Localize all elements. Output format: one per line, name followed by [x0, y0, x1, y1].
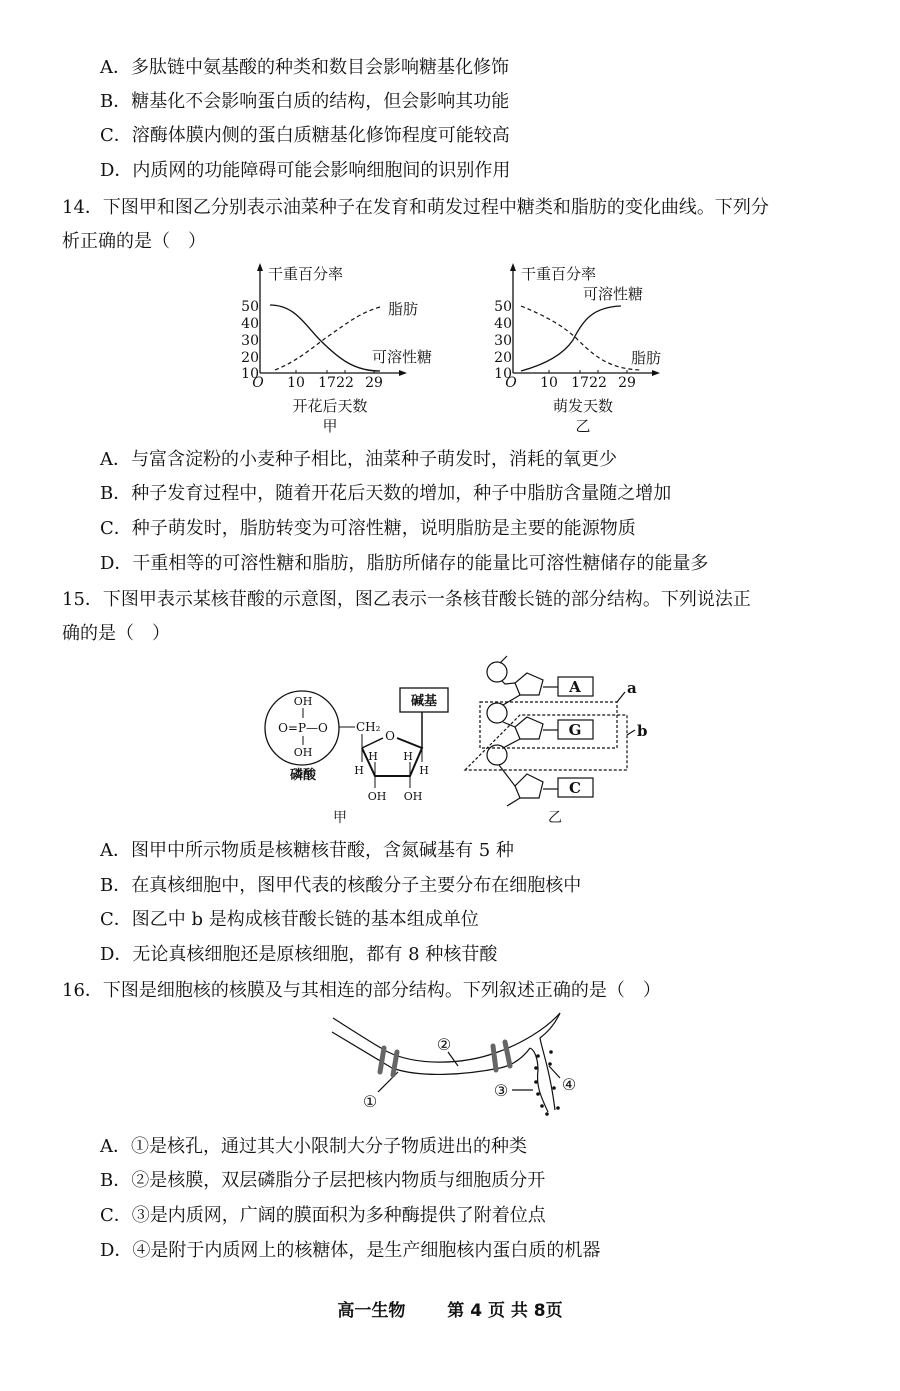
q15-option-a: A．图甲中所示物质是核糖核苷酸，含氮碱基有 5 种	[100, 840, 514, 861]
x-tick: 10	[287, 375, 305, 391]
q14-stem-line2: 析正确的是（ ）	[62, 231, 206, 252]
y-tick: 30	[241, 333, 259, 349]
y-tick: 50	[494, 299, 512, 315]
y-tick: 40	[241, 316, 259, 332]
y-axis-label: 干重百分率	[521, 265, 597, 283]
q15-option-c: C．图乙中 b 是构成核苷酸长链的基本组成单位	[100, 909, 479, 930]
x-tick: 22	[589, 375, 607, 391]
x-axis-label: 开花后天数	[292, 397, 368, 415]
ring-oxygen: O	[385, 729, 395, 743]
origin-label: O	[505, 375, 517, 391]
chart-jia	[230, 255, 433, 440]
y-axis-label: 干重百分率	[268, 265, 344, 283]
y-tick: 20	[241, 350, 259, 366]
phosphate-label: 磷酸	[289, 768, 317, 783]
q15-stem-line1: 15．下图甲表示某核苷酸的示意图，图乙表示一条核苷酸长链的部分结构。下列说法正	[62, 589, 751, 610]
label-3: ③	[493, 1081, 509, 1100]
q15-option-d: D．无论真核细胞还是原核细胞，都有 8 种核苷酸	[100, 944, 498, 965]
figure-caption-yi: 乙	[575, 417, 591, 435]
x-tick: 17	[318, 375, 336, 391]
oh-label: OH	[403, 790, 423, 803]
oh-label: OH	[293, 695, 313, 708]
fat-curve	[521, 306, 641, 370]
x-tick: 10	[540, 375, 558, 391]
q13-option-d: D．内质网的功能障碍可能会影响细胞间的识别作用	[100, 160, 511, 181]
x-tick: 29	[618, 375, 636, 391]
origin-label: O	[252, 375, 264, 391]
h-label: H	[403, 750, 413, 763]
footer-page-number: 第 4 页 共 8页	[447, 1301, 563, 1321]
q14-stem-line1: 14．下图甲和图乙分别表示油菜种子在发育和萌发过程中糖类和脂肪的变化曲线。下列分	[62, 197, 769, 218]
figure-caption-jia: 甲	[333, 810, 347, 826]
q15-stem-line2: 确的是（ ）	[62, 623, 170, 644]
sugar-curve	[521, 306, 621, 371]
q14-option-a: A．与富含淀粉的小麦种子相比，油菜种子萌发时，消耗的氧更少	[100, 449, 617, 470]
fat-label: 脂肪	[631, 349, 662, 367]
y-tick: 40	[494, 316, 512, 332]
q13-option-a: A．多肽链中氨基酸的种类和数目会影响糖基化修饰	[100, 57, 509, 78]
x-tick: 22	[336, 375, 354, 391]
base-g: G	[568, 721, 582, 739]
q16-option-d: D．④是附于内质网上的核糖体，是生产细胞核内蛋白质的机器	[100, 1240, 601, 1261]
y-tick: 30	[494, 333, 512, 349]
q13-option-b: B．糖基化不会影响蛋白质的结构，但会影响其功能	[100, 91, 510, 112]
sugar-label: 可溶性糖	[372, 348, 433, 366]
chart-yi	[483, 255, 683, 440]
ch2-label: CH₂	[356, 720, 381, 734]
oh-label: OH	[367, 790, 387, 803]
base-label: 碱基	[410, 694, 438, 709]
nucleotide-figure	[255, 650, 675, 830]
label-b: b	[637, 722, 648, 740]
y-tick: 10	[241, 366, 259, 382]
label-1: ①	[362, 1092, 378, 1111]
figure-caption-jia: 甲	[322, 417, 338, 435]
h-label: H	[354, 764, 364, 777]
q16-option-c: C．③是内质网，广阔的膜面积为多种酶提供了附着位点	[100, 1205, 546, 1226]
figure-caption-yi: 乙	[548, 810, 562, 826]
label-a: a	[627, 679, 637, 697]
fat-label: 脂肪	[388, 300, 419, 318]
base-a: A	[569, 678, 581, 696]
y-tick: 20	[494, 350, 512, 366]
y-tick: 50	[241, 299, 259, 315]
y-tick: 10	[494, 366, 512, 382]
oh-label: OH	[293, 746, 313, 759]
footer-subject: 高一生物	[337, 1301, 406, 1321]
h-label: H	[419, 764, 429, 777]
sugar-label: 可溶性糖	[583, 285, 644, 303]
x-tick: 29	[365, 375, 383, 391]
phosphate-formula: O=P—O	[278, 721, 328, 735]
label-2: ②	[436, 1035, 452, 1054]
x-axis-label: 萌发天数	[552, 397, 614, 415]
q14-option-c: C．种子萌发时，脂肪转变为可溶性糖，说明脂肪是主要的能源物质	[100, 518, 636, 539]
q16-stem: 16．下图是细胞核的核膜及与其相连的部分结构。下列叙述正确的是（ ）	[62, 980, 661, 1001]
q14-option-b: B．种子发育过程中，随着开花后天数的增加，种子中脂肪含量随之增加	[100, 483, 672, 504]
label-4: ④	[561, 1075, 577, 1094]
fat-curve	[275, 307, 380, 370]
q13-option-c: C．溶酶体膜内侧的蛋白质糖基化修饰程度可能较高	[100, 125, 510, 146]
q16-option-a: A．①是核孔，通过其大小限制大分子物质进出的种类	[100, 1136, 527, 1157]
q16-option-b: B．②是核膜，双层磷脂分子层把核内物质与细胞质分开	[100, 1170, 546, 1191]
q14-option-d: D．干重相等的可溶性糖和脂肪，脂肪所储存的能量比可溶性糖储存的能量多	[100, 553, 709, 574]
x-tick: 17	[571, 375, 589, 391]
base-c: C	[569, 779, 581, 797]
q15-option-b: B．在真核细胞中，图甲代表的核酸分子主要分布在细胞核中	[100, 875, 582, 896]
page-footer	[0, 1296, 900, 1321]
nuclear-envelope-figure	[320, 1010, 600, 1120]
h-label: H	[368, 750, 378, 763]
